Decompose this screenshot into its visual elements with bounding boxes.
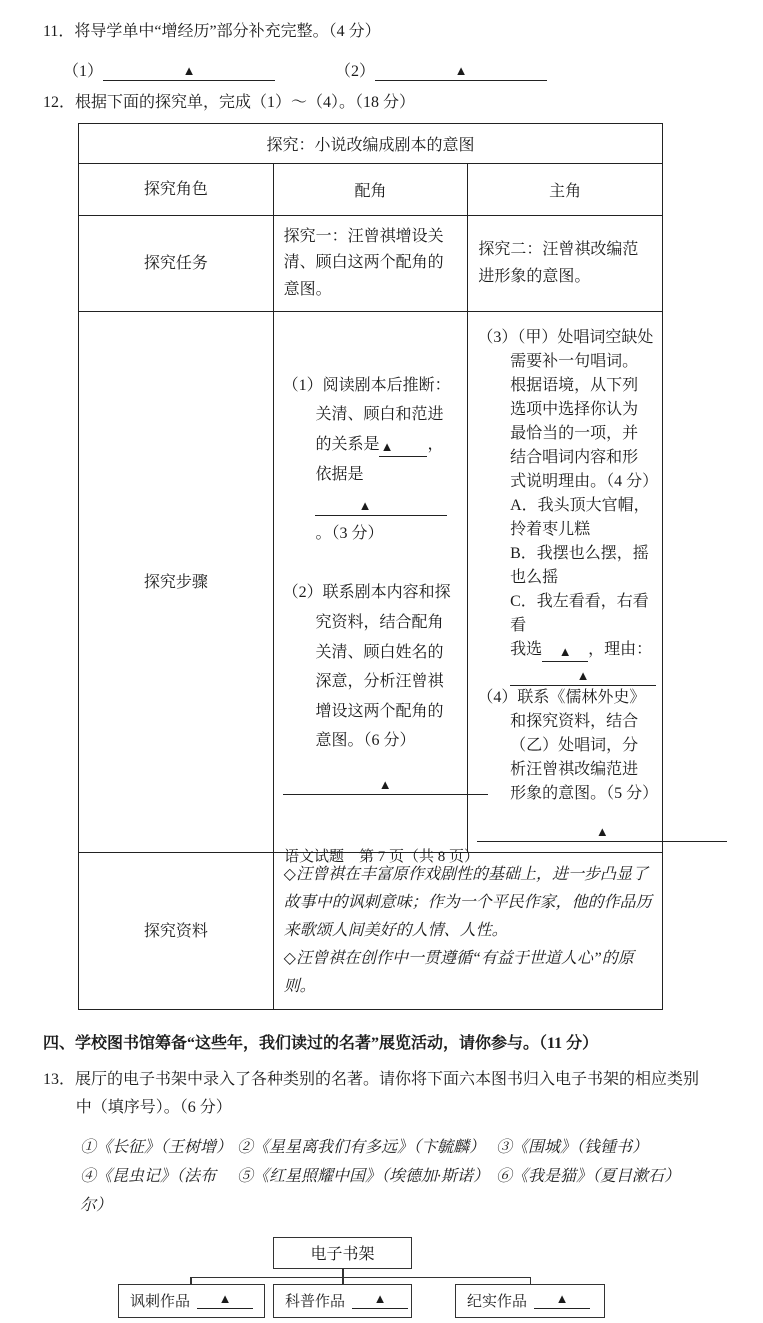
section-4-heading: 四、学校图书馆筹备“这些年，我们读过的名著”展览活动，请你参与。（11 分） [43,1035,599,1053]
task-right-cell: 探究二：汪曾祺改编范进形象的意图。 [468,216,663,312]
material-row [79,853,663,1010]
steps-q1 [283,371,460,549]
table-title-row [79,124,663,164]
exploration-table [78,123,663,1010]
q4-answer-blank: ▲ [477,825,727,842]
q3-option-a: A．我头顶大官帽，拎着枣儿糕 [510,497,650,539]
q11-blank-1-label: （1） [63,63,104,80]
material-row-label: 探究资料 [79,853,274,1010]
steps-right-cell [468,312,663,853]
task-left-cell: 探究一：汪曾祺增设关清、顾白这两个配角的意图。 [273,216,468,312]
steps-q3: （3）（甲）处唱词空缺处需要补一句唱词。根据语境，从下列选项中选择你认为最恰当的一项，并结合唱词内容和形式说明理由。（4 分） [477,329,659,491]
q3-option-c: C．我左看看，右看看 [510,593,649,635]
bookshelf-diagram [118,1237,605,1323]
book-item-6: ⑥《我是猫》（夏目漱石） [496,1167,681,1185]
category-documentary-blank: ▲ [534,1292,590,1309]
category-science-blank: ▲ [352,1292,408,1309]
book-list [80,1134,720,1220]
role-right-header: 主角 [468,164,663,216]
task-row [79,216,663,312]
steps-q4: （4）联系《儒林外史》和探究资料，结合（乙）处唱词，分析汪曾祺改编范进形象的意图。（5 分） [477,689,659,803]
category-documentary-label: 纪实作品 [467,1294,528,1311]
q3-choose-pre: 我选 [510,641,543,659]
q3-reason-blank: ▲ [510,669,656,686]
book-item-2: ②《星星离我们有多远》（卞毓麟） [237,1139,486,1157]
diagram-category-documentary [455,1284,605,1318]
q2-answer-line [283,768,460,798]
q1-text-pre: （1）阅读剧本后推断：关清、顾白和范进的关系是 [282,376,451,453]
diagram-category-satire [118,1284,265,1318]
material-item-2: ◇汪曾祺在创作中一贯遵循“有益于世道人心”的原则。 [283,950,634,996]
book-item-1: ①《长征》（王树增） [80,1139,233,1157]
category-science-label: 科普作品 [285,1294,346,1311]
role-row [79,164,663,216]
book-item-3: ③《围城》（钱锺书） [496,1139,649,1157]
steps-left-cell [273,312,468,853]
question-12-stem: 12．根据下面的探究单，完成（1）～（4）。（18 分） [43,94,416,111]
task-row-label: 探究任务 [79,216,274,312]
q1-text-mid: ，依据是 [315,436,444,483]
role-left-header: 配角 [273,164,468,216]
steps-q2: （2）联系剧本内容和探究资料，结合配角关清、顾白姓名的深意，分析汪曾祺增设这两个配角的意图。（6 分） [282,584,451,750]
question-11-stem: 11．将导学单中“增经历”部分补充完整。（4 分） [43,23,381,40]
steps-row-label: 探究步骤 [79,312,274,853]
diagram-category-science [273,1284,412,1318]
q3-option-b: B．我摆也么摆，摇也么摇 [510,545,649,587]
table-title: 探究：小说改编成剧本的意图 [79,124,663,164]
material-item-1: ◇汪曾祺在丰富原作戏剧性的基础上，进一步凸显了故事中的讽刺意味；作为一个平民作家，他的作品历来歌颂人间美好的人情、人性。 [283,866,652,940]
book-item-4: ④《昆虫记》（法布尔） [80,1167,217,1214]
q11-blank-2-label: （2） [335,63,376,80]
q11-blank-1 [63,58,275,81]
q3-choose-mid: ，理由： [588,641,653,659]
q11-answer-blank-1: ▲ [103,64,275,81]
q3-choose-line [477,638,654,686]
q11-answer-blank-2: ▲ [375,64,547,81]
q1-answer-blank-2: ▲ [315,499,447,516]
q1-answer-blank-1: ▲ [379,440,427,457]
category-satire-label: 讽刺作品 [130,1294,191,1311]
q11-blank-2 [335,58,547,81]
book-list-row-2 [80,1163,720,1221]
steps-row [79,312,663,853]
connector-horizontal [190,1277,531,1279]
category-satire-blank: ▲ [197,1292,253,1309]
q1-text-post: 。（3 分） [315,524,384,542]
material-cell [273,853,662,1010]
page-footer: 语文试题 第 7 页（共 8 页） [283,849,479,865]
q4-answer-line [477,818,654,842]
book-list-row-1 [80,1134,720,1163]
q2-answer-blank: ▲ [283,778,488,795]
question-11-blanks [63,58,720,81]
question-13-stem: 13．展厅的电子书架中录入了各种类别的名著。请你将下面六本图书归入电子书架的相应类别中（填序号）。（6 分） [43,1071,700,1117]
diagram-root-box: 电子书架 [273,1237,412,1269]
book-item-5: ⑤《红星照耀中国》（埃德加·斯诺） [237,1167,490,1185]
role-row-label: 探究角色 [79,164,274,216]
q3-answer-blank: ▲ [542,645,588,662]
